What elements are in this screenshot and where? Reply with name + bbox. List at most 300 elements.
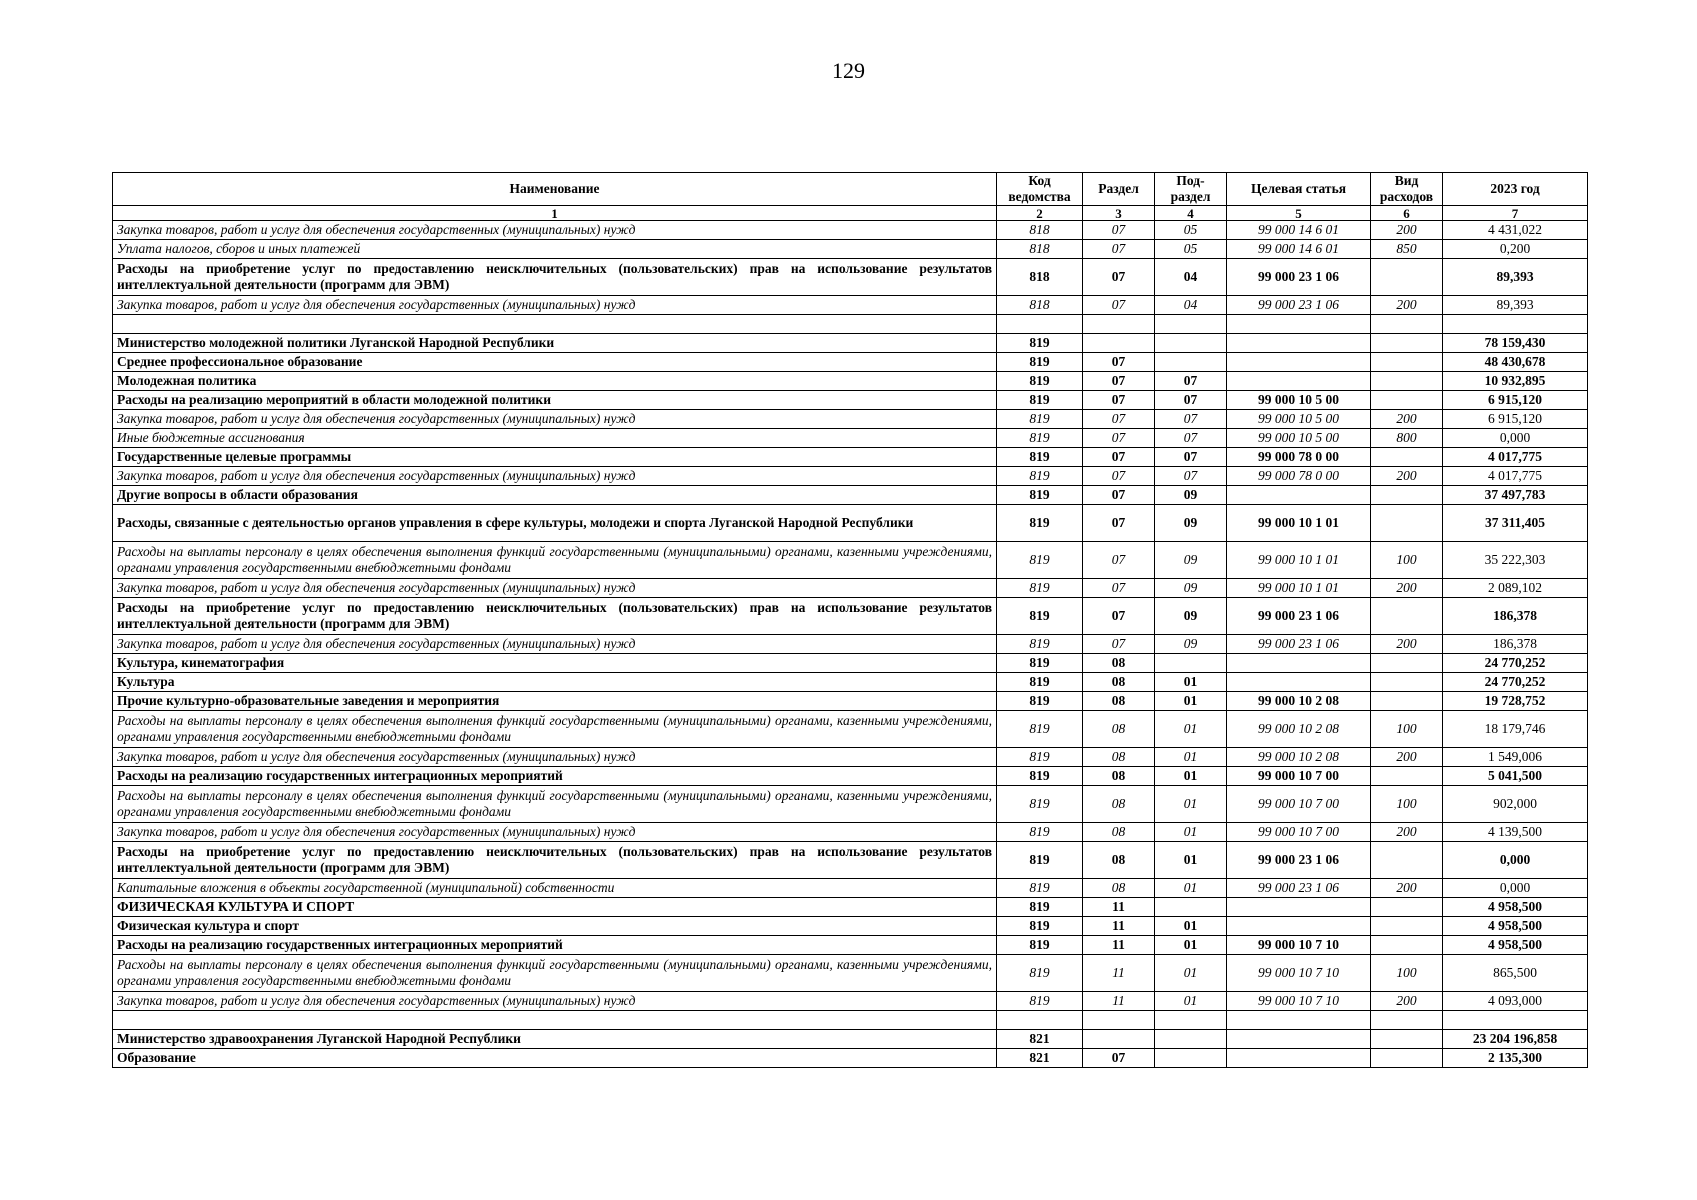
cell-section: 08 xyxy=(1083,842,1155,879)
cell-department-code: 819 xyxy=(997,598,1083,635)
cell-amount-2023: 5 041,500 xyxy=(1443,767,1588,786)
cell-target-article xyxy=(1227,898,1371,917)
table-row xyxy=(113,542,1588,579)
cell-expense-type xyxy=(1371,505,1443,542)
cell-section: 07 xyxy=(1083,448,1155,467)
cell-department-code: 819 xyxy=(997,767,1083,786)
cell-subsection: 09 xyxy=(1155,598,1227,635)
cell-amount-2023: 186,378 xyxy=(1443,635,1588,654)
table-row xyxy=(113,410,1588,429)
cell-section: 07 xyxy=(1083,486,1155,505)
cell-expense-type: 200 xyxy=(1371,879,1443,898)
cell-department-code: 818 xyxy=(997,259,1083,296)
cell-amount-2023: 23 204 196,858 xyxy=(1443,1030,1588,1049)
cell-expense-type: 100 xyxy=(1371,786,1443,823)
table-row xyxy=(113,748,1588,767)
table-row xyxy=(113,1030,1588,1049)
column-number: 4 xyxy=(1155,206,1227,221)
cell-name: Капитальные вложения в объекты государственной (муниципальной) собственности xyxy=(113,879,997,898)
cell-expense-type: 200 xyxy=(1371,635,1443,654)
cell-expense-type xyxy=(1371,259,1443,296)
cell-expense-type xyxy=(1371,353,1443,372)
cell-department-code: 819 xyxy=(997,879,1083,898)
cell-section: 07 xyxy=(1083,635,1155,654)
table-row xyxy=(113,992,1588,1011)
cell-amount-2023: 1 549,006 xyxy=(1443,748,1588,767)
cell-subsection: 09 xyxy=(1155,542,1227,579)
cell-subsection: 05 xyxy=(1155,221,1227,240)
cell-name: Физическая культура и спорт xyxy=(113,917,997,936)
cell-expense-type xyxy=(1371,315,1443,334)
cell-amount-2023: 6 915,120 xyxy=(1443,410,1588,429)
column-number: 1 xyxy=(113,206,997,221)
table-row xyxy=(113,1011,1588,1030)
cell-target-article: 99 000 10 5 00 xyxy=(1227,391,1371,410)
cell-department-code: 819 xyxy=(997,391,1083,410)
cell-name: Расходы на реализацию государственных интеграционных мероприятий xyxy=(113,767,997,786)
cell-target-article: 99 000 10 5 00 xyxy=(1227,410,1371,429)
cell-amount-2023: 89,393 xyxy=(1443,296,1588,315)
cell-target-article: 99 000 10 7 00 xyxy=(1227,786,1371,823)
cell-subsection xyxy=(1155,654,1227,673)
cell-target-article: 99 000 10 1 01 xyxy=(1227,505,1371,542)
cell-section xyxy=(1083,315,1155,334)
cell-section: 11 xyxy=(1083,936,1155,955)
cell-target-article xyxy=(1227,486,1371,505)
table-row xyxy=(113,786,1588,823)
cell-name: Закупка товаров, работ и услуг для обеспечения государственных (муниципальных) нужд xyxy=(113,823,997,842)
table-row xyxy=(113,898,1588,917)
cell-section: 07 xyxy=(1083,598,1155,635)
cell-target-article: 99 000 23 1 06 xyxy=(1227,635,1371,654)
cell-name: Образование xyxy=(113,1049,997,1068)
cell-subsection: 07 xyxy=(1155,410,1227,429)
header-name: Наименование xyxy=(113,173,997,206)
cell-expense-type: 100 xyxy=(1371,955,1443,992)
cell-expense-type: 800 xyxy=(1371,429,1443,448)
cell-expense-type: 100 xyxy=(1371,711,1443,748)
table-row xyxy=(113,505,1588,542)
cell-target-article: 99 000 78 0 00 xyxy=(1227,467,1371,486)
cell-section: 07 xyxy=(1083,1049,1155,1068)
cell-target-article: 99 000 10 7 10 xyxy=(1227,936,1371,955)
cell-section: 07 xyxy=(1083,259,1155,296)
cell-department-code: 819 xyxy=(997,748,1083,767)
cell-name: Расходы на выплаты персоналу в целях обеспечения выполнения функций государственными (муниципальными) органами, казенными учреждениями, органами управления государственными внебюджетными фондами xyxy=(113,542,997,579)
table-row xyxy=(113,448,1588,467)
cell-amount-2023: 4 093,000 xyxy=(1443,992,1588,1011)
cell-section: 07 xyxy=(1083,505,1155,542)
cell-name: Министерство молодежной политики Луганской Народной Республики xyxy=(113,334,997,353)
table-row xyxy=(113,842,1588,879)
cell-section: 08 xyxy=(1083,879,1155,898)
cell-name: Расходы на реализацию государственных интеграционных мероприятий xyxy=(113,936,997,955)
cell-target-article: 99 000 10 7 00 xyxy=(1227,767,1371,786)
cell-name: Закупка товаров, работ и услуг для обеспечения государственных (муниципальных) нужд xyxy=(113,748,997,767)
cell-section: 08 xyxy=(1083,711,1155,748)
cell-subsection: 01 xyxy=(1155,767,1227,786)
table-row xyxy=(113,240,1588,259)
cell-target-article xyxy=(1227,917,1371,936)
cell-name: Молодежная политика xyxy=(113,372,997,391)
cell-section: 11 xyxy=(1083,898,1155,917)
cell-target-article: 99 000 14 6 01 xyxy=(1227,240,1371,259)
table-row xyxy=(113,579,1588,598)
cell-department-code: 819 xyxy=(997,372,1083,391)
header-target: Целевая статья xyxy=(1227,173,1371,206)
cell-subsection xyxy=(1155,315,1227,334)
cell-amount-2023: 4 139,500 xyxy=(1443,823,1588,842)
cell-target-article xyxy=(1227,1030,1371,1049)
cell-expense-type: 850 xyxy=(1371,240,1443,259)
cell-section: 08 xyxy=(1083,786,1155,823)
cell-amount-2023: 10 932,895 xyxy=(1443,372,1588,391)
cell-amount-2023 xyxy=(1443,315,1588,334)
cell-expense-type: 200 xyxy=(1371,221,1443,240)
table-row xyxy=(113,635,1588,654)
header-section: Раздел xyxy=(1083,173,1155,206)
cell-expense-type xyxy=(1371,842,1443,879)
cell-expense-type xyxy=(1371,1011,1443,1030)
table-row xyxy=(113,296,1588,315)
cell-target-article: 99 000 23 1 06 xyxy=(1227,296,1371,315)
cell-expense-type xyxy=(1371,936,1443,955)
cell-department-code: 819 xyxy=(997,542,1083,579)
page-number: 129 xyxy=(832,58,865,83)
cell-section: 07 xyxy=(1083,467,1155,486)
cell-subsection xyxy=(1155,898,1227,917)
table-row xyxy=(113,711,1588,748)
table-row xyxy=(113,936,1588,955)
table-row xyxy=(113,486,1588,505)
cell-expense-type xyxy=(1371,673,1443,692)
cell-target-article: 99 000 10 2 08 xyxy=(1227,692,1371,711)
table-row xyxy=(113,917,1588,936)
cell-expense-type: 100 xyxy=(1371,542,1443,579)
cell-section: 08 xyxy=(1083,692,1155,711)
table-body xyxy=(113,221,1588,1068)
cell-section: 11 xyxy=(1083,955,1155,992)
cell-subsection: 01 xyxy=(1155,955,1227,992)
cell-name: Закупка товаров, работ и услуг для обеспечения государственных (муниципальных) нужд xyxy=(113,221,997,240)
cell-expense-type xyxy=(1371,654,1443,673)
cell-subsection: 01 xyxy=(1155,842,1227,879)
cell-amount-2023: 6 915,120 xyxy=(1443,391,1588,410)
cell-department-code: 819 xyxy=(997,467,1083,486)
table-row xyxy=(113,879,1588,898)
header-amount: 2023 год xyxy=(1443,173,1588,206)
cell-expense-type: 200 xyxy=(1371,992,1443,1011)
table-row xyxy=(113,391,1588,410)
cell-amount-2023: 0,000 xyxy=(1443,879,1588,898)
cell-department-code: 819 xyxy=(997,505,1083,542)
cell-name: Закупка товаров, работ и услуг для обеспечения государственных (муниципальных) нужд xyxy=(113,992,997,1011)
table-row xyxy=(113,767,1588,786)
cell-expense-type xyxy=(1371,917,1443,936)
cell-amount-2023: 4 958,500 xyxy=(1443,936,1588,955)
cell-amount-2023: 186,378 xyxy=(1443,598,1588,635)
cell-target-article: 99 000 10 2 08 xyxy=(1227,711,1371,748)
cell-name: Прочие культурно-образовательные заведения и мероприятия xyxy=(113,692,997,711)
header-type: Вид расходов xyxy=(1371,173,1443,206)
table-row xyxy=(113,221,1588,240)
cell-subsection: 01 xyxy=(1155,823,1227,842)
cell-amount-2023 xyxy=(1443,1011,1588,1030)
cell-subsection: 01 xyxy=(1155,711,1227,748)
cell-section xyxy=(1083,334,1155,353)
cell-target-article xyxy=(1227,1011,1371,1030)
cell-amount-2023: 4 017,775 xyxy=(1443,448,1588,467)
cell-target-article: 99 000 23 1 06 xyxy=(1227,598,1371,635)
cell-department-code: 818 xyxy=(997,296,1083,315)
column-number: 3 xyxy=(1083,206,1155,221)
cell-expense-type xyxy=(1371,372,1443,391)
cell-amount-2023: 35 222,303 xyxy=(1443,542,1588,579)
cell-department-code: 819 xyxy=(997,429,1083,448)
cell-section: 08 xyxy=(1083,767,1155,786)
cell-section: 11 xyxy=(1083,917,1155,936)
cell-department-code: 821 xyxy=(997,1049,1083,1068)
cell-amount-2023: 24 770,252 xyxy=(1443,673,1588,692)
cell-subsection: 09 xyxy=(1155,486,1227,505)
cell-department-code: 819 xyxy=(997,579,1083,598)
cell-subsection: 04 xyxy=(1155,296,1227,315)
cell-target-article: 99 000 14 6 01 xyxy=(1227,221,1371,240)
cell-subsection xyxy=(1155,353,1227,372)
cell-target-article: 99 000 10 1 01 xyxy=(1227,579,1371,598)
cell-department-code: 819 xyxy=(997,992,1083,1011)
cell-name: Другие вопросы в области образования xyxy=(113,486,997,505)
cell-amount-2023: 78 159,430 xyxy=(1443,334,1588,353)
cell-amount-2023: 18 179,746 xyxy=(1443,711,1588,748)
cell-expense-type: 200 xyxy=(1371,296,1443,315)
cell-name: Закупка товаров, работ и услуг для обеспечения государственных (муниципальных) нужд xyxy=(113,467,997,486)
cell-amount-2023: 0,200 xyxy=(1443,240,1588,259)
cell-section: 07 xyxy=(1083,542,1155,579)
cell-section: 07 xyxy=(1083,372,1155,391)
cell-department-code: 818 xyxy=(997,221,1083,240)
cell-name: Закупка товаров, работ и услуг для обеспечения государственных (муниципальных) нужд xyxy=(113,635,997,654)
cell-section xyxy=(1083,1011,1155,1030)
table-row xyxy=(113,654,1588,673)
cell-section: 07 xyxy=(1083,429,1155,448)
cell-target-article xyxy=(1227,315,1371,334)
table-row xyxy=(113,372,1588,391)
cell-name: Расходы на реализацию мероприятий в области молодежной политики xyxy=(113,391,997,410)
cell-subsection: 09 xyxy=(1155,635,1227,654)
table-row xyxy=(113,823,1588,842)
cell-section: 07 xyxy=(1083,579,1155,598)
cell-name: Расходы на приобретение услуг по предоставлению неисключительных (пользовательских) прав на использование результатов интеллектуальной деятельности (программ для ЭВМ) xyxy=(113,259,997,296)
table-row xyxy=(113,429,1588,448)
cell-subsection: 09 xyxy=(1155,579,1227,598)
cell-amount-2023: 4 958,500 xyxy=(1443,898,1588,917)
cell-name: Расходы на выплаты персоналу в целях обеспечения выполнения функций государственными (муниципальными) органами, казенными учреждениями, органами управления государственными внебюджетными фондами xyxy=(113,711,997,748)
cell-department-code: 819 xyxy=(997,448,1083,467)
cell-department-code: 819 xyxy=(997,334,1083,353)
cell-amount-2023: 24 770,252 xyxy=(1443,654,1588,673)
cell-name: Министерство здравоохранения Луганской Народной Республики xyxy=(113,1030,997,1049)
cell-amount-2023: 19 728,752 xyxy=(1443,692,1588,711)
cell-expense-type: 200 xyxy=(1371,410,1443,429)
cell-department-code: 819 xyxy=(997,635,1083,654)
cell-section: 11 xyxy=(1083,992,1155,1011)
cell-target-article: 99 000 10 2 08 xyxy=(1227,748,1371,767)
table-row xyxy=(113,673,1588,692)
cell-name: ФИЗИЧЕСКАЯ КУЛЬТУРА И СПОРТ xyxy=(113,898,997,917)
table-row xyxy=(113,353,1588,372)
cell-subsection: 01 xyxy=(1155,692,1227,711)
cell-expense-type xyxy=(1371,448,1443,467)
budget-table xyxy=(112,172,1588,1068)
cell-name: Расходы на выплаты персоналу в целях обеспечения выполнения функций государственными (муниципальными) органами, казенными учреждениями, органами управления государственными внебюджетными фондами xyxy=(113,786,997,823)
cell-expense-type xyxy=(1371,334,1443,353)
header-code: Код ведомства xyxy=(997,173,1083,206)
cell-department-code: 821 xyxy=(997,1030,1083,1049)
cell-target-article xyxy=(1227,654,1371,673)
cell-amount-2023: 4 017,775 xyxy=(1443,467,1588,486)
cell-subsection: 05 xyxy=(1155,240,1227,259)
cell-target-article: 99 000 10 7 10 xyxy=(1227,992,1371,1011)
cell-target-article xyxy=(1227,673,1371,692)
cell-target-article: 99 000 10 7 00 xyxy=(1227,823,1371,842)
cell-expense-type xyxy=(1371,1049,1443,1068)
cell-subsection: 07 xyxy=(1155,429,1227,448)
cell-expense-type xyxy=(1371,898,1443,917)
cell-department-code: 819 xyxy=(997,955,1083,992)
column-number: 6 xyxy=(1371,206,1443,221)
cell-subsection xyxy=(1155,1011,1227,1030)
cell-section: 08 xyxy=(1083,748,1155,767)
cell-subsection xyxy=(1155,1030,1227,1049)
cell-subsection: 01 xyxy=(1155,786,1227,823)
cell-expense-type xyxy=(1371,1030,1443,1049)
column-number: 2 xyxy=(997,206,1083,221)
cell-department-code xyxy=(997,315,1083,334)
cell-expense-type xyxy=(1371,486,1443,505)
cell-target-article: 99 000 10 5 00 xyxy=(1227,429,1371,448)
cell-department-code: 819 xyxy=(997,786,1083,823)
cell-department-code: 818 xyxy=(997,240,1083,259)
cell-expense-type: 200 xyxy=(1371,748,1443,767)
cell-subsection: 01 xyxy=(1155,673,1227,692)
cell-subsection xyxy=(1155,334,1227,353)
cell-subsection: 04 xyxy=(1155,259,1227,296)
cell-department-code: 819 xyxy=(997,711,1083,748)
cell-expense-type xyxy=(1371,391,1443,410)
column-number: 7 xyxy=(1443,206,1588,221)
cell-expense-type xyxy=(1371,692,1443,711)
cell-name: Расходы на приобретение услуг по предоставлению неисключительных (пользовательских) прав на использование результатов интеллектуальной деятельности (программ для ЭВМ) xyxy=(113,598,997,635)
cell-section: 08 xyxy=(1083,654,1155,673)
cell-name: Расходы на приобретение услуг по предоставлению неисключительных (пользовательских) прав на использование результатов интеллектуальной деятельности (программ для ЭВМ) xyxy=(113,842,997,879)
cell-subsection: 07 xyxy=(1155,448,1227,467)
cell-amount-2023: 4 431,022 xyxy=(1443,221,1588,240)
cell-section: 07 xyxy=(1083,410,1155,429)
cell-subsection: 09 xyxy=(1155,505,1227,542)
cell-amount-2023: 48 430,678 xyxy=(1443,353,1588,372)
cell-subsection: 07 xyxy=(1155,372,1227,391)
cell-amount-2023: 0,000 xyxy=(1443,842,1588,879)
cell-target-article xyxy=(1227,1049,1371,1068)
cell-name: Культура xyxy=(113,673,997,692)
cell-subsection xyxy=(1155,1049,1227,1068)
table-row xyxy=(113,315,1588,334)
cell-target-article: 99 000 10 1 01 xyxy=(1227,542,1371,579)
cell-section: 07 xyxy=(1083,353,1155,372)
cell-subsection: 01 xyxy=(1155,917,1227,936)
cell-department-code: 819 xyxy=(997,917,1083,936)
cell-amount-2023: 2 135,300 xyxy=(1443,1049,1588,1068)
cell-expense-type xyxy=(1371,767,1443,786)
table-row xyxy=(113,692,1588,711)
cell-name: Расходы на выплаты персоналу в целях обеспечения выполнения функций государственными (муниципальными) органами, казенными учреждениями, органами управления государственными внебюджетными фондами xyxy=(113,955,997,992)
cell-target-article: 99 000 10 7 10 xyxy=(1227,955,1371,992)
header-row xyxy=(113,173,1588,206)
cell-name xyxy=(113,1011,997,1030)
table-row xyxy=(113,598,1588,635)
table-row xyxy=(113,955,1588,992)
cell-department-code: 819 xyxy=(997,898,1083,917)
cell-amount-2023: 2 089,102 xyxy=(1443,579,1588,598)
cell-target-article xyxy=(1227,334,1371,353)
cell-target-article: 99 000 23 1 06 xyxy=(1227,879,1371,898)
table-row xyxy=(113,334,1588,353)
cell-department-code: 819 xyxy=(997,692,1083,711)
column-number: 5 xyxy=(1227,206,1371,221)
cell-name: Уплата налогов, сборов и иных платежей xyxy=(113,240,997,259)
cell-name: Среднее профессиональное образование xyxy=(113,353,997,372)
cell-department-code: 819 xyxy=(997,823,1083,842)
cell-name: Закупка товаров, работ и услуг для обеспечения государственных (муниципальных) нужд xyxy=(113,579,997,598)
cell-subsection: 01 xyxy=(1155,992,1227,1011)
cell-target-article xyxy=(1227,353,1371,372)
cell-name: Культура, кинематография xyxy=(113,654,997,673)
cell-department-code: 819 xyxy=(997,410,1083,429)
cell-section: 07 xyxy=(1083,296,1155,315)
cell-department-code: 819 xyxy=(997,842,1083,879)
header-subsection: Под-раздел xyxy=(1155,173,1227,206)
cell-department-code: 819 xyxy=(997,654,1083,673)
cell-amount-2023: 865,500 xyxy=(1443,955,1588,992)
cell-amount-2023: 0,000 xyxy=(1443,429,1588,448)
cell-target-article: 99 000 23 1 06 xyxy=(1227,259,1371,296)
cell-department-code: 819 xyxy=(997,353,1083,372)
cell-section: 08 xyxy=(1083,673,1155,692)
cell-expense-type: 200 xyxy=(1371,579,1443,598)
table-row xyxy=(113,467,1588,486)
cell-name: Иные бюджетные ассигнования xyxy=(113,429,997,448)
cell-amount-2023: 37 497,783 xyxy=(1443,486,1588,505)
cell-name: Государственные целевые программы xyxy=(113,448,997,467)
cell-section: 07 xyxy=(1083,391,1155,410)
cell-department-code: 819 xyxy=(997,673,1083,692)
cell-subsection: 01 xyxy=(1155,748,1227,767)
cell-subsection: 07 xyxy=(1155,391,1227,410)
cell-section: 07 xyxy=(1083,240,1155,259)
table-row xyxy=(113,259,1588,296)
cell-section: 08 xyxy=(1083,823,1155,842)
cell-amount-2023: 902,000 xyxy=(1443,786,1588,823)
cell-name: Расходы, связанные с деятельностью органов управления в сфере культуры, молодежи и спорта Луганской Народной Республики xyxy=(113,505,997,542)
table-row xyxy=(113,1049,1588,1068)
cell-expense-type: 200 xyxy=(1371,467,1443,486)
cell-name xyxy=(113,315,997,334)
cell-amount-2023: 37 311,405 xyxy=(1443,505,1588,542)
cell-expense-type xyxy=(1371,598,1443,635)
cell-section xyxy=(1083,1030,1155,1049)
cell-name: Закупка товаров, работ и услуг для обеспечения государственных (муниципальных) нужд xyxy=(113,410,997,429)
